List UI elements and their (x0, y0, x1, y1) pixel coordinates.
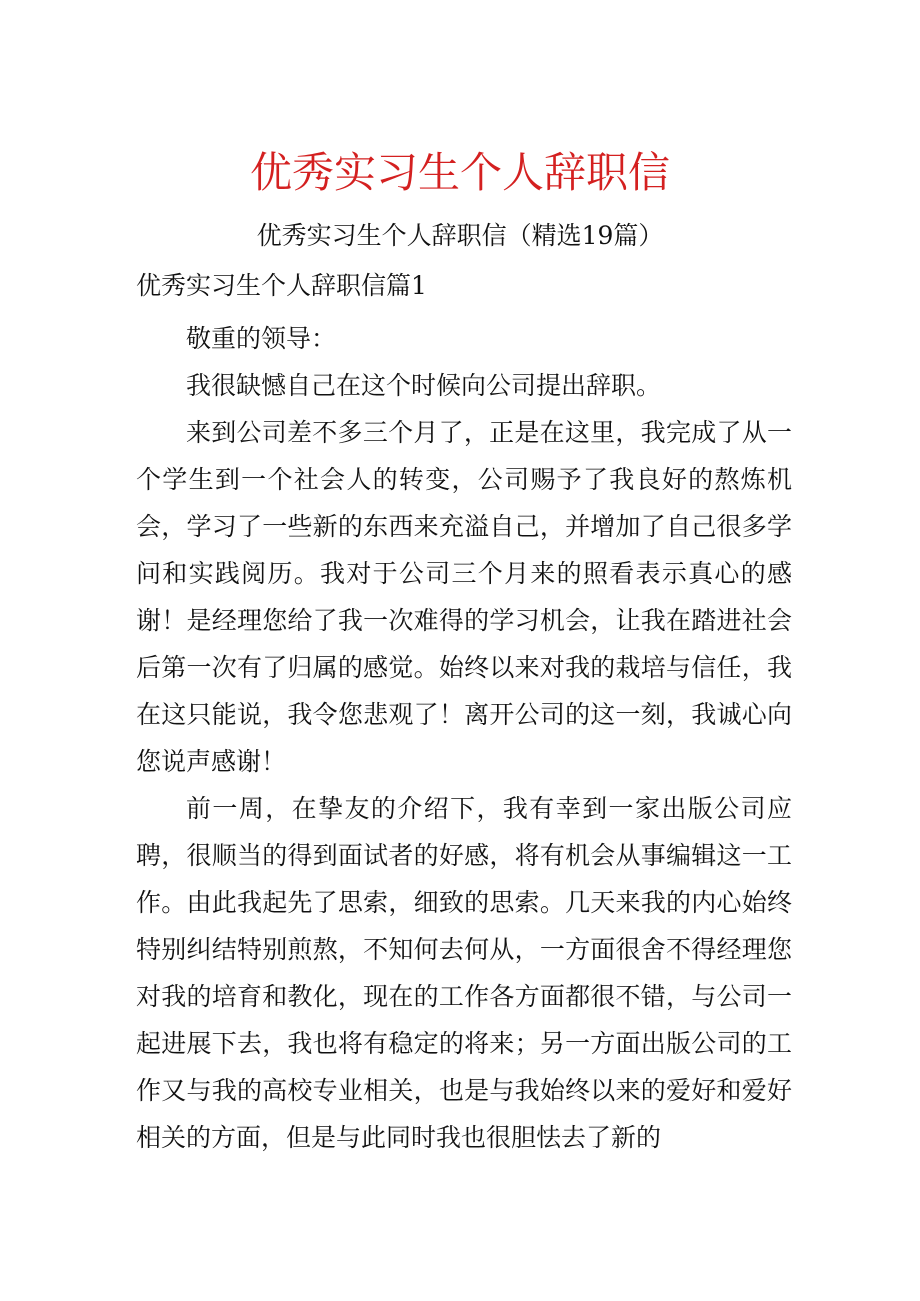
paragraph: 前一周，在挚友的介绍下，我有幸到一家出版公司应聘，很顺当的得到面试者的好感，将有机会从事编辑这一工作。由此我起先了思索，细致的思索。几天来我的内心始终特别纠结特别煎熬，不知何去何从，一方面很舍不得经理您对我的培育和教化，现在的工作各方面都很不错，与公司一起进展下去，我也将有稳定的将来；另一方面出版公司的工作又与我的高校专业相关，也是与我始终以来的爱好和爱好相关的方面，但是与此同时我也很胆怯去了新的 (136, 794, 792, 1152)
section-heading: 优秀实习生个人辞职信篇1 (136, 271, 427, 300)
letter-body (136, 315, 792, 1161)
document-title: 优秀实习生个人辞职信 (249, 148, 670, 197)
paragraph: 来到公司差不多三个月了，正是在这里，我完成了从一个学生到一个社会人的转变，公司赐予了我良好的熬炼机会，学习了一些新的东西来充溢自己，并增加了自己很多学问和实践阅历。我对于公司三个月来的照看表示真心的感谢！是经理您给了我一次难得的学习机会，让我在踏进社会后第一次有了归属的感觉。始终以来对我的栽培与信任，我在这只能说，我令您悲观了！离开公司的这一刻，我诚心向您说声感谢！ (136, 418, 792, 776)
paragraph: 我很缺憾自己在这个时候向公司提出辞职。 (186, 371, 662, 400)
document-subtitle: 优秀实习生个人辞职信（精选19篇） (256, 221, 664, 250)
salutation: 敬重的领导： (186, 324, 337, 353)
